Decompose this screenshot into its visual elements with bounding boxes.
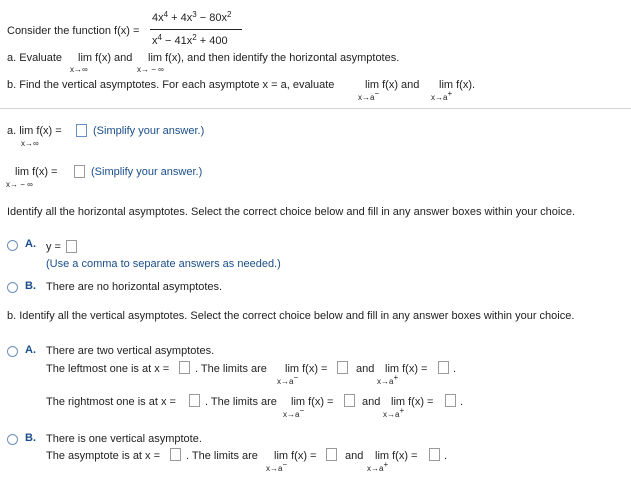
vertical-option-b-radio[interactable] <box>7 434 18 445</box>
leftmost-lim-plus-label: lim f(x) = <box>385 363 428 375</box>
rightmost-lim-plus-sub: x→a+ <box>383 406 405 419</box>
leftmost-lim-minus-sub: x→a− <box>277 373 299 386</box>
consider-text: Consider the function f(x) = <box>7 25 140 37</box>
single-lim-plus-sub: x→a+ <box>367 460 389 473</box>
single-lim-plus-input[interactable] <box>429 448 440 461</box>
rightmost-end: . <box>460 396 464 408</box>
horizontal-y-input[interactable] <box>66 240 77 253</box>
leftmost-prefix: The leftmost one is at x = <box>46 363 170 375</box>
answer-a-line2-label: lim f(x) = <box>15 166 58 178</box>
vertical-option-a-radio[interactable] <box>7 346 18 357</box>
section-divider <box>0 108 631 109</box>
answer-a-line1-sub: x→∞ <box>21 139 39 148</box>
part-a-lim2: lim f(x), and then identify the horizontal asymptotes. <box>148 52 400 64</box>
horizontal-option-b-radio[interactable] <box>7 282 18 293</box>
fraction-bar <box>150 29 242 30</box>
single-lim-plus-label: lim f(x) = <box>375 450 418 462</box>
part-b-lim2: lim f(x). <box>439 79 476 91</box>
horizontal-option-a-radio[interactable] <box>7 240 18 251</box>
single-asymptote-prefix: The asymptote is at x = <box>46 450 161 462</box>
part-a-sub1: x→∞ <box>70 65 88 74</box>
leftmost-lim-plus-sub: x→a+ <box>377 373 399 386</box>
limit-infinity-input[interactable] <box>76 124 87 137</box>
vertical-option-a-text: There are two vertical asymptotes. <box>46 345 215 357</box>
rightmost-lim-minus-input[interactable] <box>344 394 355 407</box>
single-limits-text: . The limits are <box>186 450 258 462</box>
rightmost-x-input[interactable] <box>189 394 200 407</box>
rightmost-prefix: The rightmost one is at x = <box>46 396 176 408</box>
single-lim-minus-input[interactable] <box>326 448 337 461</box>
single-and: and <box>345 450 364 462</box>
vertical-prompt: b. Identify all the vertical asymptotes. Select the correct choice below and fill in any answer boxes within your choice. <box>7 310 575 322</box>
answer-a-line2-hint: (Simplify your answer.) <box>91 166 203 178</box>
horizontal-prompt: Identify all the horizontal asymptotes. Select the correct choice below and fill in any answer boxes within your choice. <box>7 206 576 218</box>
leftmost-end: . <box>453 363 457 375</box>
rightmost-lim-minus-sub: x→a− <box>283 406 305 419</box>
fraction-denominator: $x^4 - 41x^2 + 400$ <box>152 33 228 47</box>
rightmost-lim-plus-input[interactable] <box>445 394 456 407</box>
vertical-option-b-letter: B. <box>25 432 36 444</box>
part-a-lim1: lim f(x) and <box>78 52 133 64</box>
fraction-numerator: $4x^4 + 4x^3 - 80x^2$ <box>152 10 232 24</box>
single-lim-minus-label: lim f(x) = <box>274 450 317 462</box>
rightmost-limits-text: . The limits are <box>205 396 277 408</box>
part-b-lim1: lim f(x) and <box>365 79 420 91</box>
part-a-sub2: x→ − ∞ <box>137 65 164 74</box>
leftmost-and: and <box>356 363 375 375</box>
leftmost-lim-plus-input[interactable] <box>438 361 449 374</box>
part-b-sub2: x→a+ <box>431 89 453 102</box>
single-lim-minus-sub: x→a− <box>266 460 288 473</box>
leftmost-lim-minus-label: lim f(x) = <box>285 363 328 375</box>
rightmost-lim-minus-label: lim f(x) = <box>291 396 334 408</box>
single-end: . <box>444 450 448 462</box>
horizontal-option-a-letter: A. <box>25 238 36 250</box>
horizontal-option-b-letter: B. <box>25 280 36 292</box>
horizontal-option-b-text: There are no horizontal asymptotes. <box>46 281 223 293</box>
horizontal-option-a-hint: (Use a comma to separate answers as needed.) <box>46 258 281 270</box>
answer-a-line1-label: a. lim f(x) = <box>7 125 62 137</box>
limit-neg-infinity-input[interactable] <box>74 165 85 178</box>
leftmost-limits-text: . The limits are <box>195 363 267 375</box>
rightmost-and: and <box>362 396 381 408</box>
rightmost-lim-plus-label: lim f(x) = <box>391 396 434 408</box>
part-b-text: b. Find the vertical asymptotes. For each asymptote x = a, evaluate <box>7 79 335 91</box>
answer-a-line2-sub: x→ − ∞ <box>6 180 33 189</box>
vertical-option-b-text: There is one vertical asymptote. <box>46 433 202 445</box>
leftmost-x-input[interactable] <box>179 361 190 374</box>
part-b-sub1: x→a− <box>358 89 380 102</box>
part-a-prefix: a. Evaluate <box>7 52 63 64</box>
horizontal-option-a-label: y = <box>46 241 61 253</box>
vertical-option-a-letter: A. <box>25 344 36 356</box>
answer-a-line1-hint: (Simplify your answer.) <box>93 125 205 137</box>
leftmost-lim-minus-input[interactable] <box>337 361 348 374</box>
single-x-input[interactable] <box>170 448 181 461</box>
